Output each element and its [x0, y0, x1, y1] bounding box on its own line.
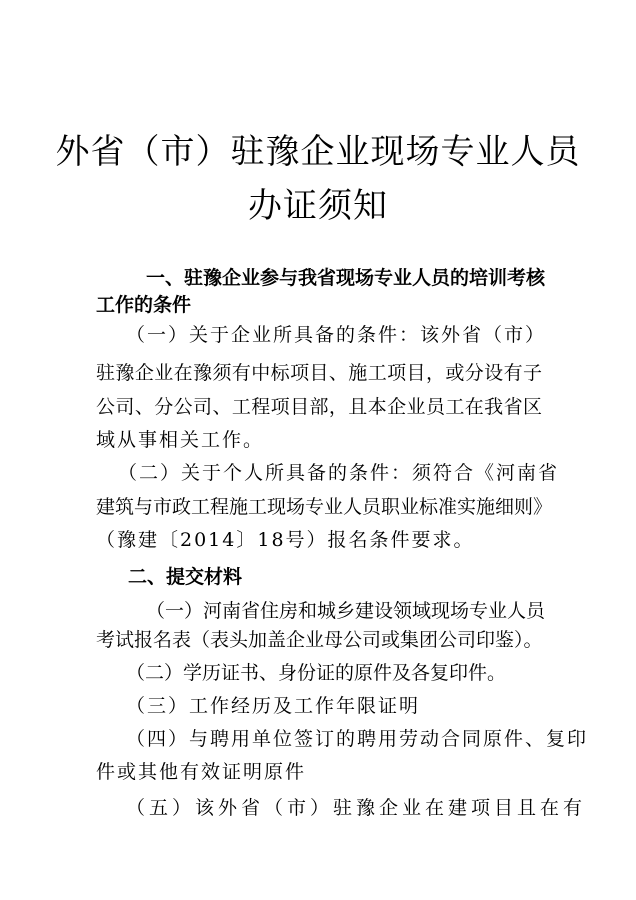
section-1-item-2-line-2: 建筑与市政工程施工现场专业人员职业标准实施细则》: [96, 496, 553, 518]
document-title-line-2: 办证须知: [248, 186, 388, 226]
section-1-item-2-line-3: （豫建〔2014〕18号）报名条件要求。: [96, 529, 475, 551]
section-2-item-4-line-1: （四）与聘用单位签订的聘用劳动合同原件、复印: [126, 728, 589, 750]
section-1-heading-line-1: 一、驻豫企业参与我省现场专业人员的培训考核: [146, 267, 546, 289]
section-1-heading-line-2: 工作的条件: [96, 294, 192, 316]
section-2-item-2: （二）学历证书、身份证的原件及各复印件。: [126, 662, 507, 684]
section-1-item-1-line-2: 驻豫企业在豫须有中标项目、施工项目，或分设有子: [96, 362, 542, 384]
section-1-item-1-line-4: 域从事相关工作。: [96, 429, 265, 451]
section-2-item-1-line-1: （一）河南省住房和城乡建设领域现场专业人员: [146, 600, 546, 622]
section-2-item-5-line-1: （五）该外省（市）驻豫企业在建项目且在有: [126, 797, 587, 819]
section-1-item-2-line-1: （二）关于个人所具备的条件：须符合《河南省: [118, 462, 560, 484]
section-1-item-1-line-1: （一）关于企业所具备的条件：该外省（市）: [126, 324, 547, 346]
section-2-item-1-line-2: 考试报名表（表头加盖企业母公司或集团公司印鉴）。: [96, 629, 543, 651]
document-title-line-1: 外省（市）驻豫企业现场专业人员: [55, 132, 581, 172]
section-1-item-1-line-3: 公司、分公司、工程项目部，且本企业员工在我省区: [96, 396, 542, 418]
section-2-heading: 二、提交材料: [128, 566, 243, 588]
section-2-item-4-line-2: 件或其他有效证明原件: [96, 761, 307, 783]
section-2-item-3: （三）工作经历及工作年限证明: [126, 695, 421, 717]
